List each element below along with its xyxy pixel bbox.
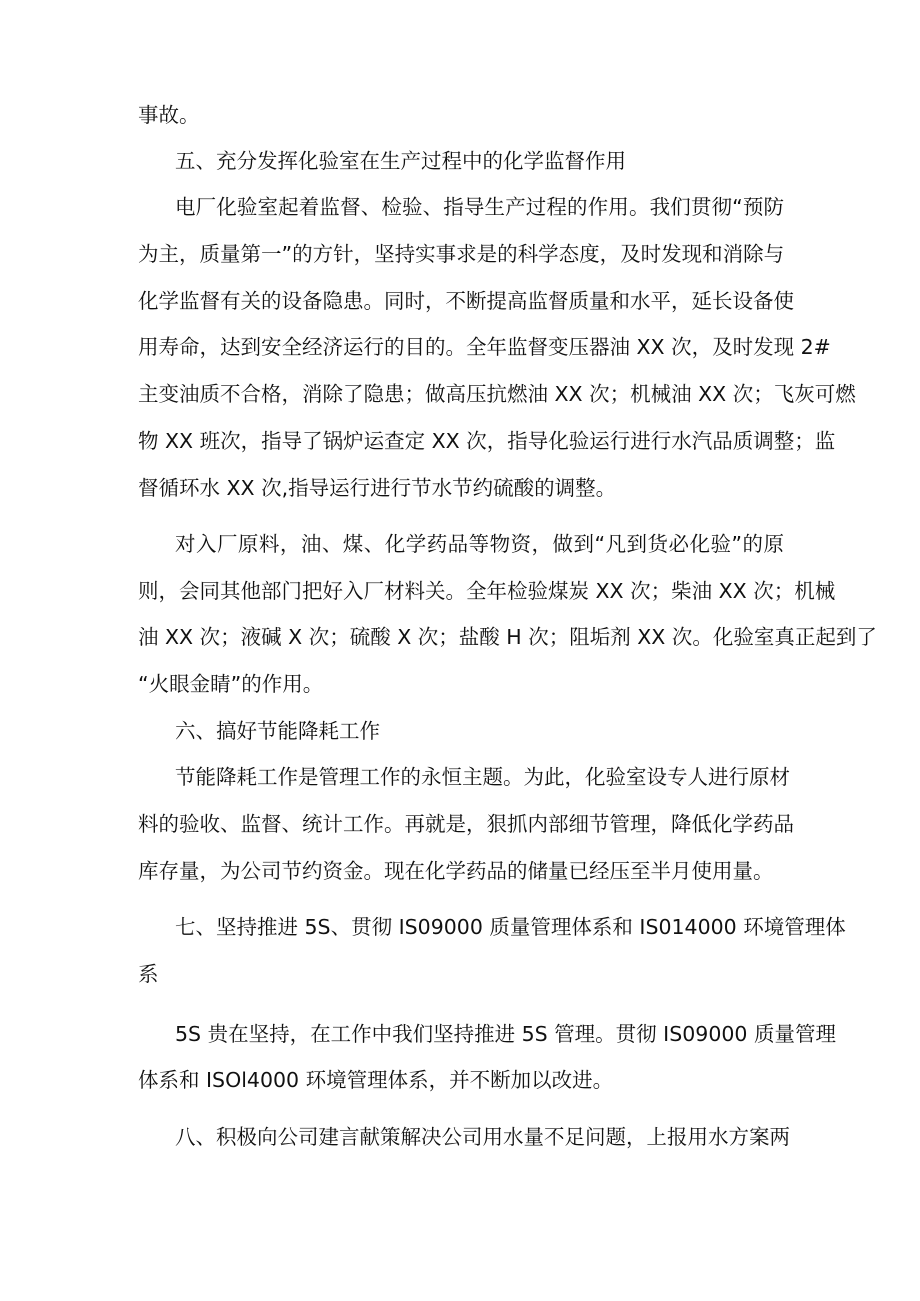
- text-line: 化学监督有关的设备隐患。同时，不断提高监督质量和水平，延长设备使: [138, 289, 794, 313]
- text-line: 主变油质不合格，消除了隐患；做高压抗燃油 XX 次；机械油 XX 次；飞灰可燃: [138, 382, 856, 406]
- text-line: 对入厂原料，油、煤、化学药品等物资，做到“凡到货必化验”的原: [175, 532, 784, 556]
- text-line: 事故。: [138, 103, 200, 127]
- text-line: 体系和 ISOl4000 环境管理体系，并不断加以改进。: [138, 1068, 614, 1092]
- section-heading: 七、坚持推进 5S、贯彻 IS09000 质量管理体系和 IS014000 环境管理体: [175, 915, 846, 939]
- section-heading-continued: 系: [138, 962, 159, 986]
- text-line: 库存量，为公司节约资金。现在化学药品的储量已经压至半月使用量。: [138, 859, 774, 883]
- section-heading: 八、积极向公司建言献策解决公司用水量不足问题，上报用水方案两: [175, 1125, 790, 1149]
- text-line: 料的验收、监督、统计工作。再就是，狠抓内部细节管理，降低化学药品: [138, 812, 794, 836]
- text-line: 5S 贵在坚持，在工作中我们坚持推进 5S 管理。贯彻 IS09000 质量管理: [175, 1022, 836, 1046]
- text-line: 节能降耗工作是管理工作的永恒主题。为此，化验室设专人进行原材: [175, 765, 790, 789]
- text-line: 督循环水 XX 次,指导运行进行节水节约硫酸的调整。: [138, 476, 617, 500]
- text-line: 用寿命，达到安全经济运行的目的。全年监督变压器油 XX 次，及时发现 2#: [138, 335, 831, 359]
- section-heading: 六、搞好节能降耗工作: [175, 719, 380, 743]
- text-line: 为主，质量第一”的方针，坚持实事求是的科学态度，及时发现和消除与: [138, 242, 785, 266]
- text-line: 油 XX 次；液碱 X 次；硫酸 X 次；盐酸 H 次；阻垢剂 XX 次。化验室真正起到了: [138, 625, 877, 649]
- section-heading: 五、充分发挥化验室在生产过程中的化学监督作用: [175, 149, 626, 173]
- text-line: 电厂化验室起着监督、检验、指导生产过程的作用。我们贯彻“预防: [175, 195, 784, 219]
- text-line: 则，会同其他部门把好入厂材料关。全年检验煤炭 XX 次；柴油 XX 次；机械: [138, 579, 836, 603]
- text-line: “火眼金睛”的作用。: [138, 672, 324, 696]
- text-line: 物 XX 班次，指导了锅炉运查定 XX 次，指导化验运行进行水汽品质调整；监: [138, 429, 836, 453]
